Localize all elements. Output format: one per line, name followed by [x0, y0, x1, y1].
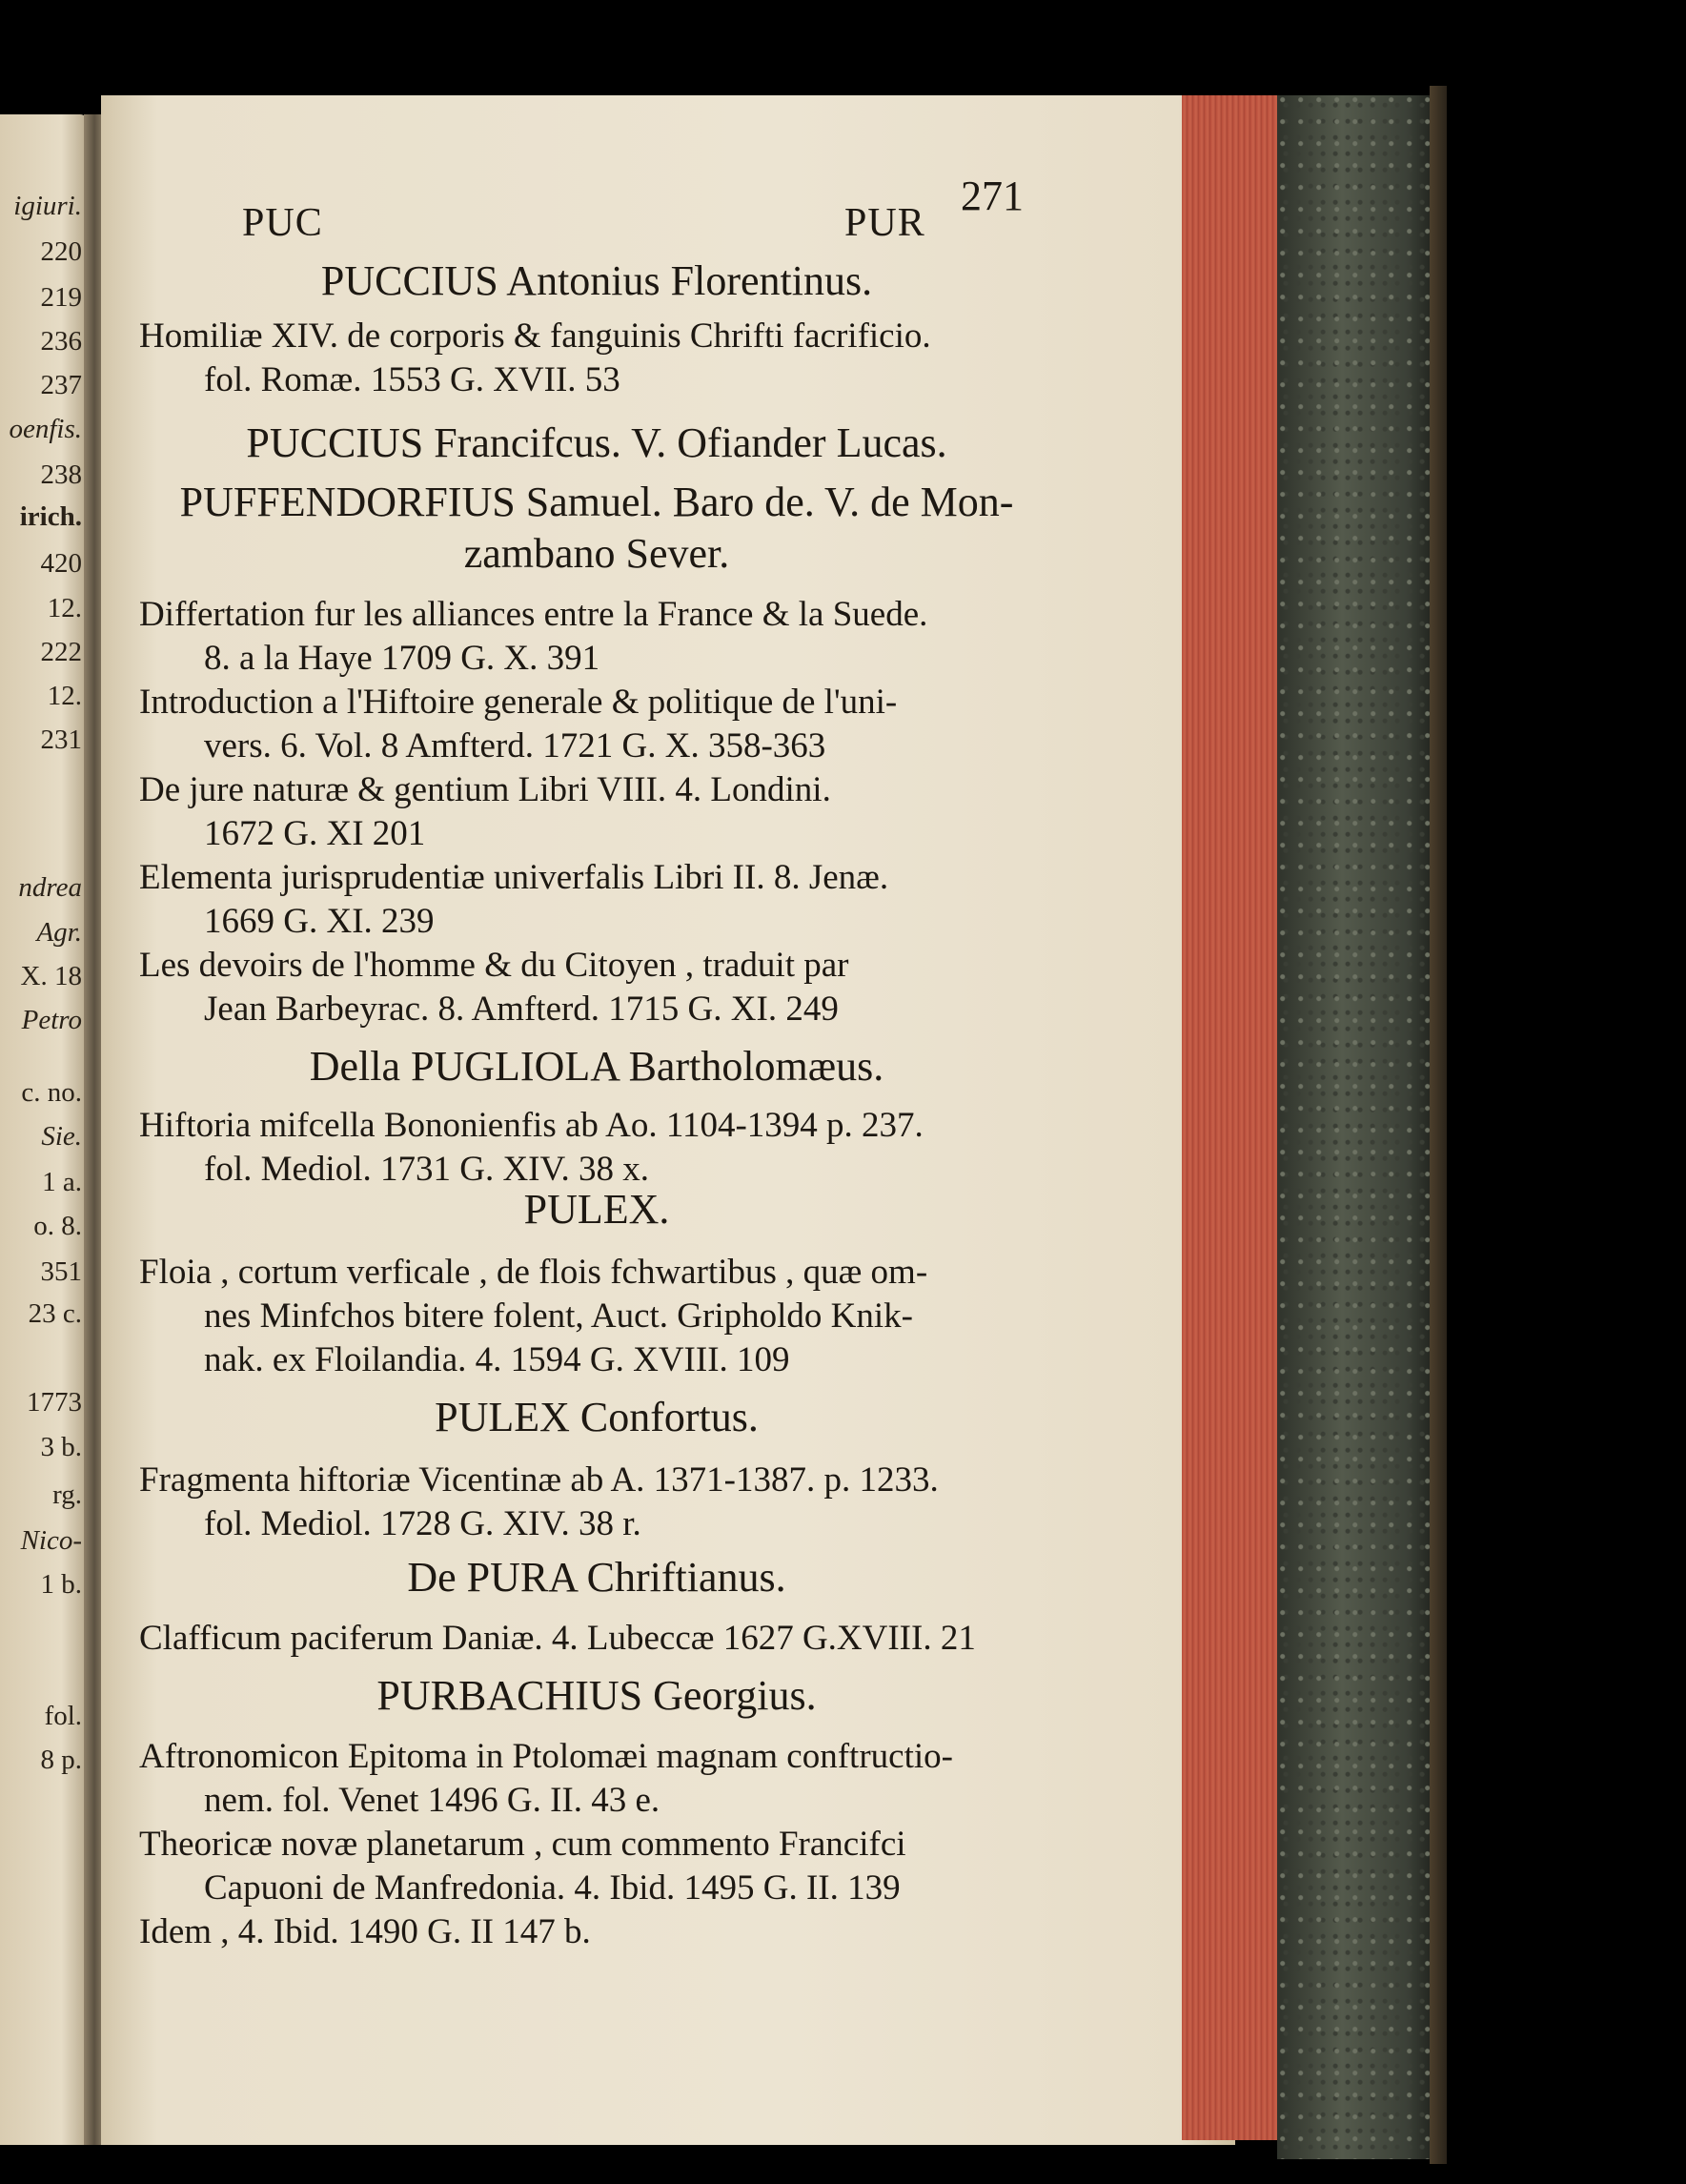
entry-line: Fragmenta hiftoriæ Vicentinæ ab A. 1371-1387. p. 1233.: [139, 1460, 939, 1500]
left-fragment: Agr.: [36, 917, 82, 948]
bibliographic-entry: [139, 593, 1054, 681]
entry-line: Capuoni de Manfredonia. 4. Ibid. 1495 G. II. 139: [204, 1868, 901, 1908]
entry-line: Homiliæ XIV. de corporis & fanguinis Chrifti facrificio.: [139, 316, 931, 356]
left-fragment: 222: [40, 637, 82, 667]
left-fragment: 12.: [47, 681, 82, 711]
left-fragment: c. no.: [21, 1077, 82, 1108]
left-fragment: irich.: [19, 501, 82, 532]
left-fragment: 220: [40, 236, 82, 267]
entry-line: Les devoirs de l'homme & du Citoyen , traduit par: [139, 946, 849, 985]
bibliographic-entry: [139, 1735, 1054, 1823]
entry-line: vers. 6. Vol. 8 Amfterd. 1721 G. X. 358-363: [204, 726, 826, 765]
entry-line: 8. a la Haye 1709 G. X. 391: [204, 639, 600, 678]
left-page: [0, 114, 88, 2145]
left-fragment: 236: [40, 326, 82, 357]
left-fragment: 12.: [47, 593, 82, 623]
bibliographic-entry: [139, 681, 1054, 768]
left-fragment: Petro: [21, 1005, 82, 1035]
running-head-right: PUR: [844, 201, 925, 245]
left-fragment: Sie.: [41, 1121, 82, 1152]
bibliographic-entry: [139, 1617, 1054, 1661]
bibliographic-entry: [139, 1823, 1054, 1910]
entry-line: Elementa jurisprudentiæ univerfalis Libri II. 8. Jenæ.: [139, 858, 889, 897]
entry-line: fol. Mediol. 1731 G. XIV. 38 x.: [204, 1150, 649, 1189]
running-head-left: PUC: [242, 201, 323, 245]
left-fragment: 1 b.: [40, 1569, 82, 1600]
entry-heading: PUCCIUS Antonius Florentinus.: [320, 257, 873, 304]
entry-heading: PURBACHIUS Georgius.: [376, 1672, 817, 1719]
page-content: [139, 172, 1054, 1954]
bibliographic-entry: [139, 856, 1054, 944]
bibliographic-entry: [139, 944, 1054, 1031]
entry-line: fol. Romæ. 1553 G. XVII. 53: [204, 360, 620, 399]
left-fragment: 8 p.: [40, 1745, 82, 1775]
entry-line: Introduction a l'Hiftoire generale & politique de l'uni-: [139, 683, 898, 722]
left-fragment: 351: [40, 1256, 82, 1287]
left-fragment: ndrea: [18, 872, 82, 903]
entry-line: Hiftoria mifcella Bononienfis ab Ao. 1104-1394 p. 237.: [139, 1106, 924, 1145]
entry-line: nak. ex Floilandia. 4. 1594 G. XVIII. 109: [204, 1340, 790, 1379]
entry-line: nem. fol. Venet 1496 G. II. 43 e.: [204, 1781, 660, 1820]
left-fragment: 1773: [27, 1387, 82, 1418]
left-fragment: igiuri.: [13, 191, 82, 221]
entry-heading: Della PUGLIOLA Bartholomæus.: [309, 1043, 884, 1090]
left-fragment: Nico-: [20, 1525, 82, 1556]
cover-edge: [1430, 86, 1447, 2164]
entry-line: 1669 G. XI. 239: [204, 902, 435, 941]
left-fragment: 1 a.: [42, 1167, 82, 1197]
bibliographic-entry: [139, 1910, 1054, 1954]
left-fragment: 238: [40, 459, 82, 490]
entry-heading: De PURA Chriftianus.: [407, 1554, 786, 1601]
left-fragment: oenfis.: [9, 414, 82, 444]
bibliographic-entry: [139, 1459, 1054, 1546]
page-number: 271: [961, 173, 1024, 219]
entry-line: Floia , cortum verficale , de flois fchwartibus , quæ om-: [139, 1253, 928, 1292]
entry-line: fol. Mediol. 1728 G. XIV. 38 r.: [204, 1504, 641, 1543]
entry-heading-continued: zambano Sever.: [463, 530, 730, 577]
page-edges-red: [1182, 95, 1277, 2140]
bibliographic-entry: [139, 1251, 1054, 1382]
left-fragment: 231: [40, 725, 82, 755]
running-head: [139, 172, 1054, 245]
entry-heading: PUCCIUS Francifcus. V. Ofiander Lucas.: [246, 419, 947, 466]
left-fragment: fol.: [44, 1701, 82, 1731]
left-fragment: X. 18: [20, 961, 82, 991]
left-fragment: 23 c.: [28, 1298, 82, 1329]
entry-line: De jure naturæ & gentium Libri VIII. 4. Londini.: [139, 770, 831, 809]
left-fragment: 420: [40, 548, 82, 579]
left-page-margin-fragments: [0, 114, 88, 2145]
entry-line: Jean Barbeyrac. 8. Amfterd. 1715 G. XI. 249: [204, 990, 839, 1029]
left-fragment: o. 8.: [33, 1211, 82, 1241]
bibliographic-entry: [139, 1104, 1054, 1192]
left-fragment: rg.: [52, 1480, 82, 1510]
left-fragment: 219: [40, 282, 82, 313]
left-fragment: 3 b.: [40, 1432, 82, 1462]
entry-line: Idem , 4. Ibid. 1490 G. II 147 b.: [139, 1912, 591, 1951]
left-fragment: 237: [40, 370, 82, 400]
entry-heading: PULEX.: [523, 1186, 670, 1233]
entry-line: 1672 G. XI 201: [204, 814, 426, 853]
entry-heading: PULEX Confortus.: [435, 1394, 759, 1440]
entry-line: nes Minfchos bitere folent, Auct. Gripholdo Knik-: [204, 1296, 913, 1336]
bibliographic-entry: [139, 315, 1054, 402]
book-cover: [1277, 95, 1439, 2159]
bibliographic-entry: [139, 768, 1054, 856]
entry-line: Aftronomicon Epitoma in Ptolomæi magnam conftructio-: [139, 1737, 953, 1776]
entry-line: Clafficum paciferum Daniæ. 4. Lubeccæ 1627 G.XVIII. 21: [139, 1619, 976, 1658]
entry-line: Differtation fur les alliances entre la France & la Suede.: [139, 595, 928, 634]
entry-line: Theoricæ novæ planetarum , cum commento Francifci: [139, 1825, 906, 1864]
entry-heading: PUFFENDORFIUS Samuel. Baro de. V. de Mon-: [179, 479, 1014, 525]
